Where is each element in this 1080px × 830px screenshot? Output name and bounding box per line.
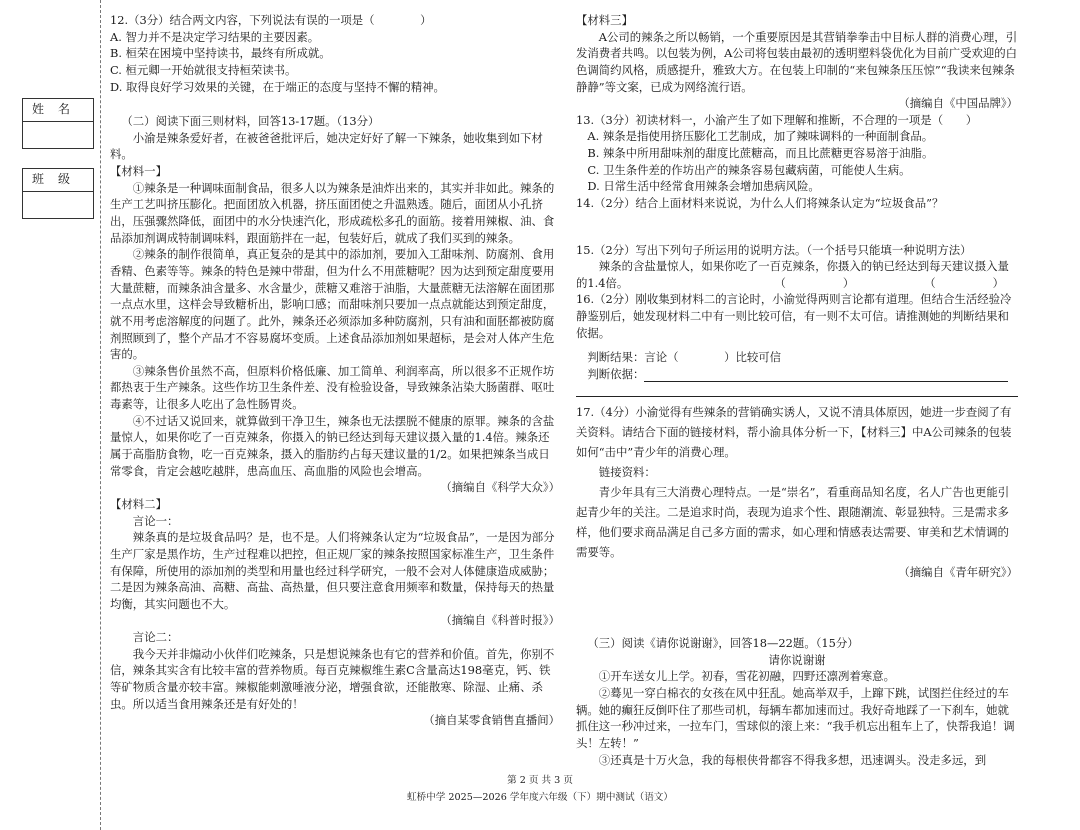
remark1-source: （摘编自《科普时报》） [440, 613, 560, 628]
remark1-text: 辣条真的是垃圾食品吗？是，也不是。人们将辣条认定为“垃圾食品”，一是因为部分生产厂家是黑作坊，生产过程难以把控，但正规厂家的辣条按照国家标准生产，卫生条件有保障，所使用的添加剂的类型和用量也经过科学研究，一般不会对人体健康造成威胁；二是因为辣条高油、高糖、高盐、高热量，但只要注意食用频率和数量，保持每天的热量均衡，其实问题也不大。 [110, 530, 555, 611]
q16-basis-label: 判断依据： [587, 366, 645, 381]
remark2-text: 我今天并非煽动小伙伴们吃辣条，只是想说辣条也有它的营养和价值。首先，你别不信，辣条其实含有比较丰富的营养物质。每百克辣椒维生素C含量高达198毫克，钙、铁等矿物质含量亦较丰富。辣椒能刺激唾液分泌，增强食欲，还能散寒、除湿、止痛、杀虫。所以适当食用辣条还是有好处的！ [110, 646, 555, 711]
q15-paren-1[interactable]: （ ） [774, 275, 855, 290]
q15-sentence: 辣条的含盐量惊人，如果你吃了一百克辣条，你摄入的钠已经达到每天建议摄入量的1.4倍。 [576, 259, 1009, 290]
q13-option-c: C. 卫生条件差的作坊出产的辣条容易包藏病菌，可能使人生病。 [587, 162, 911, 177]
link-text: 青少年具有三大消费心理特点。一是“崇名”，看重商品知名度，名人广告也更能引起青少年的关注。二是追求时尚，表现为追求个性、跟随潮流、彰显独特。三是需求多样，他们要求商品满足自己多方面的需求，如心理和情感表达需要、审美和艺术情调的需要等。 [576, 485, 1010, 560]
q13-option-b: B. 辣条中所用甜味剂的甜度比蔗糖高，而且比蔗糖更容易溶于油脂。 [587, 146, 934, 161]
left-column [110, 12, 560, 729]
q12-stem: 12.（3分）结合两文内容，下列说法有误的一项是（ ） [110, 13, 432, 27]
q16-basis-line[interactable] [644, 369, 1008, 382]
class-label: 班级 [23, 169, 93, 192]
q16-stem: 16.（2分）刚收集到材料二的言论时，小渝觉得两则言论都有道理。但结合生活经验冷静鉴别后，她发现材料二中有一则比较可信，有一则不太可信。请推测她的判断结果和依据。 [576, 292, 1012, 340]
material1-para1: ①辣条是一种调味面制食品，很多人以为辣条是油炸出来的，其实并非如此。辣条的生产工艺叫挤压膨化。把面团放入机器，挤压面团使之升温熟透。随后，面团从小孔挤出，压强骤然降低，面团中的水分快速汽化，形成疏松多孔的面筋。接着用辣椒、油、食品添加剂调成特制调味料，跟面筋拌在一起，包装好后，就成了我们买到的辣条。 [110, 180, 555, 245]
link-title: 链接资料： [598, 465, 656, 480]
q16-basis-row [576, 366, 1018, 383]
name-field[interactable] [23, 122, 93, 148]
q16-basis-line-2[interactable] [576, 382, 1018, 397]
binding-margin [0, 0, 100, 830]
q16-result: 判断结果：言论（ ）比较可信 [587, 350, 782, 365]
section3-title: （三）阅读《请你说谢谢》，回答18—22题。（15分） [587, 636, 859, 651]
q17-stem: 17.（4分）小渝觉得有些辣条的营销确实诱人，又说不清具体原因，她进一步查阅了有关资料。请结合下面的链接材料，帮小渝具体分析一下，【材料三】中A公司辣条的包装如何“击中”青少年的消费心理。 [576, 405, 1012, 460]
q14-stem: 14.（2分）结合上面材料来说说，为什么人们将辣条认定为“垃圾食品”？ [576, 196, 944, 211]
material3-source: （摘编自《中国品牌》） [898, 96, 1018, 111]
page-number: 第 2 页 共 3 页 [507, 775, 573, 786]
remark1-title: 言论一： [132, 513, 179, 528]
material1-para2: ②辣条的制作很简单，真正复杂的是其中的添加剂，要加入工甜味剂、防腐剂、食用香精、色素等等。辣条的特色是辣中带甜，但为什么不用蔗糖呢？因为达到预定甜度要用大量蔗糖，而辣条油含量多、水含量少，蔗糖又难溶于油脂，大量蔗糖无法溶解在面团那一点点水里，这样会导致糖析出，影响口感；而甜味剂只要加一点点就能达到预定甜度，就不用考虑溶解度的问题了。此外，辣条还必须添加多种防腐剂，只有油和面胚都被防腐剂照顾到了，整个产品才不容易腐坏变质。上述食品添加剂如果超标，是会对人体产生危害的。 [110, 247, 555, 362]
material1-para4: ④不过话又说回来，就算做到干净卫生，辣条也无法摆脱不健康的原罪。辣条的含盐量惊人，如果你吃了一百克辣条，你摄入的钠已经达到每天建议摄入量的1.4倍。辣条还属于高脂肪食物，吃一百克辣条，摄入的脂肪约占每天建议量的1/2。如果把辣条当成日常零食，肯定会越吃越胖，患高血压、高血脂的风险也会增高。 [110, 413, 555, 478]
material3-text: A公司的辣条之所以畅销，一个重要原因是其营销拳拳击中目标人群的消费心理，引发消费者共鸣。以包装为例，A公司将包装由最初的透明塑料袋优化为目前广受欢迎的白色调简约风格，质感提升，雅致大方。在包装上印制的“来包辣条压压惊”“我读来包辣条静静”等文案，已成为网络流行语。 [576, 29, 1018, 94]
q12-option-c: C. 桓元卿一开始就很支持桓荣读书。 [110, 62, 297, 77]
section2-intro: 小渝是辣条爱好者，在被爸爸批评后，她决定好好了解一下辣条，她收集到如下材料。 [110, 130, 543, 162]
q13-stem: 13.（3分）初读材料一，小渝产生了如下理解和推断，不合理的一项是（ ） [576, 112, 978, 127]
material3-title: 【材料三】 [576, 13, 633, 27]
section2-title: （二）阅读下面三则材料，回答13-17题。（13分） [121, 114, 380, 129]
remark2-source: （摘自某零食销售直播间） [423, 713, 560, 728]
link-source: （摘编自《青年研究》） [898, 565, 1018, 580]
q13-option-a: A. 辣条是指使用挤压膨化工艺制成，加了辣味调料的一种面制食品。 [587, 129, 934, 144]
q14-answer-space[interactable] [576, 212, 1018, 242]
q12-option-d: D. 取得良好学习效果的关键，在于端正的态度与坚持不懈的精神。 [110, 79, 445, 94]
q15-stem: 15.（2分）写出下列句子所运用的说明方法。（一个括号只能填一种说明方法） [576, 242, 972, 257]
material2-title: 【材料二】 [110, 496, 167, 511]
q13-option-d: D. 日常生活中经常食用辣条会增加患病风险。 [587, 179, 820, 194]
exam-title-footer: 虹桥中学 2025—2026 学年度六年级（下）期中测试（语文） [407, 792, 673, 803]
q12-option-b: B. 桓荣在困境中坚持读书，最终有所成就。 [110, 46, 331, 61]
material1-para3: ③辣条售价虽然不高，但原料价格低廉、加工简单、利润率高，所以很多不正规作坊都热衷于生产辣条。这些作坊卫生条件差、没有检验设备，导致辣条沾染大肠菌群、呕吐毒素等，让很多人吃出了急性肠胃炎。 [110, 363, 555, 412]
class-field[interactable] [23, 192, 93, 218]
q15-paren-2[interactable]: （ ） [924, 275, 1004, 290]
material1-source: （摘编自《科学大众》） [440, 480, 560, 495]
binding-dash-line [100, 0, 101, 830]
story-title: 请你说谢谢 [768, 652, 826, 667]
story-para1: ①开车送女儿上学。初春，雪花初融，四野还凛冽着寒意。 [598, 669, 895, 684]
right-column [576, 12, 1018, 768]
story-para3: ③还真是十万火急，我的每根侠骨都容不得我多想，迅速调头。没走多远，到 [598, 752, 987, 767]
class-box [22, 168, 94, 219]
remark2-title: 言论二： [132, 630, 179, 645]
name-box [22, 98, 94, 149]
name-label: 姓名 [23, 99, 93, 122]
material1-title: 【材料一】 [110, 164, 167, 179]
story-para2: ②蓦见一穿白棉衣的女孩在风中狂乱。她高举双手，上蹿下跳，试图拦住经过的车辆。她的癫狂反倒吓住了那些司机，每辆车都加速而过。我好奇地踩了一下刹车，她就抓住这一秒冲过来，一拉车门，雪球似的滚上来：“我手机忘出租车上了，快帮我追！调头！左转！” [576, 685, 1015, 750]
q15-answer-parens [576, 275, 1018, 292]
q12-option-a: A. 智力并不是决定学习结果的主要因素。 [110, 29, 320, 44]
